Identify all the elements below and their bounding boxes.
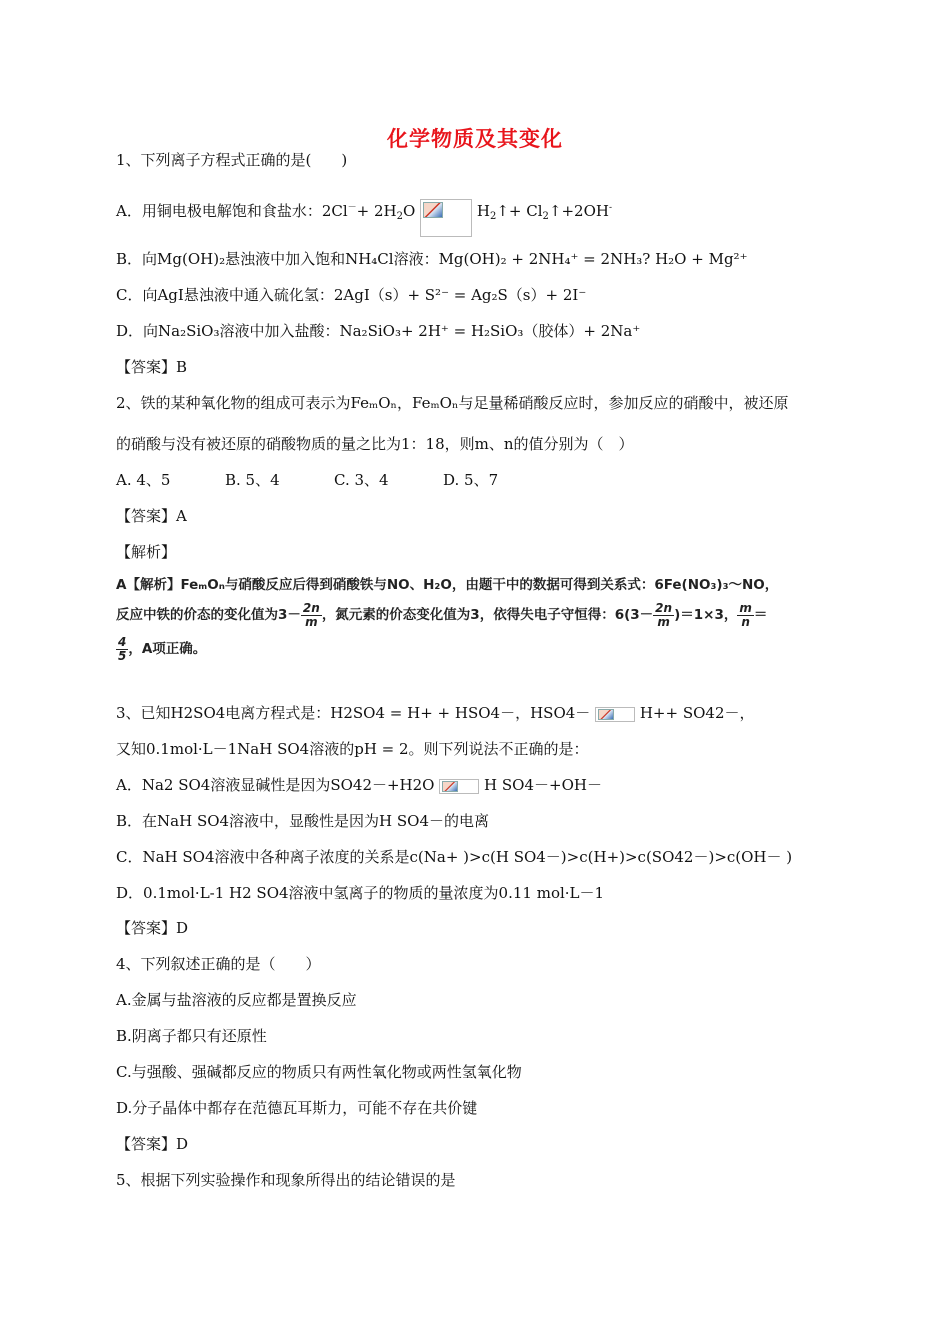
q2-options (116, 470, 498, 490)
electrolysis-arrow-image (420, 199, 472, 237)
analysis-line1: A【解析】FeₘOₙ与硝酸反应后得到硝酸铁与NO、H₂O，由题干中的数据可得到关系式：6Fe(NO₃)₃～NO， (116, 577, 779, 593)
q2-analysis-image (116, 572, 826, 666)
q3-option-b: B．在NaH SO4溶液中，显酸性是因为H SO4－的电离 (116, 812, 490, 830)
q3-stem-line1: 3、已知H2SO4电离方程式是：H2SO4 = H+ + HSO4－，HSO4－ H++ SO42－， (116, 704, 755, 722)
q1-option-b: B．向Mg(OH)₂悬浊液中加入饱和NH₄Cl溶液：Mg(OH)₂ + 2NH₄⁺ = 2NH₃? H₂O + Mg²⁺ (116, 250, 748, 268)
q5-stem: 5、根据下列实验操作和现象所得出的结论错误的是 (116, 1171, 456, 1189)
q2-stem-line1: 2、铁的某种氧化物的组成可表示为FeₘOₙ，FeₘOₙ与足量稀硝酸反应时，参加反应的硝酸中，被还原 (116, 394, 789, 412)
q2-stem-line2: 的硝酸与没有被还原的硝酸物质的量之比为1：18，则m、n的值分别为（ ） (116, 435, 634, 453)
equilibrium-arrow-image (439, 779, 479, 794)
q3-option-c: C．NaH SO4溶液中各种离子浓度的关系是c(Na+ )>c(H SO4－)>c(H+)>c(SO42－)>c(OH－ ) (116, 848, 793, 866)
equilibrium-arrow-image (595, 707, 635, 722)
q1-option-c: C．向AgI悬浊液中通入硫化氢：2AgI（s）+ S²⁻ = Ag₂S（s）+ 2I⁻ (116, 286, 587, 304)
q3-option-d: D．0.1mol·L-1 H2 SO4溶液中氢离子的物质的量浓度为0.11 mol·L－1 (116, 884, 605, 902)
q4-option-c: C.与强酸、强碱都反应的物质只有两性氧化物或两性氢氧化物 (116, 1063, 522, 1081)
q1-answer: 【答案】B (116, 358, 188, 376)
page-title: 化学物质及其变化 (387, 126, 563, 151)
q4-answer: 【答案】D (116, 1135, 189, 1153)
q3-stem-line2: 又知0.1mol·L－1NaH SO4溶液的pH = 2。则下列说法不正确的是： (116, 740, 589, 758)
q1-stem: 1、下列离子方程式正确的是( ) (116, 151, 348, 169)
q2-option-a: A. 4、5 (116, 471, 171, 489)
q4-stem: 4、下列叙述正确的是（ ） (116, 955, 321, 973)
q3-answer: 【答案】D (116, 919, 189, 937)
analysis-line2: 反应中铁的价态的变化值为3－ $\frac{2n}{m}$ ，氮元素的价态变化值为3，依得失电子守恒得：6(3－ $\frac{2n}{m}$ )＝1×3， $\frac{m}{n}$ ＝ (116, 600, 768, 629)
q3-option-a: A．Na2 SO4溶液显碱性是因为SO42－+H2O H SO4－+OH－ (116, 776, 602, 794)
q2-option-d: D. 5、7 (443, 471, 499, 489)
q2-analysis-label: 【解析】 (116, 543, 177, 561)
analysis-line3: $\frac{4}{5}$ ，A项正确。 (118, 634, 207, 663)
q1-option-a: A．用铜电极电解饱和食盐水：$2Cl^-+ 2H_2O$ $H_2↑+$ $Cl_2↑+2OH^-$ (116, 193, 612, 231)
q2-answer: 【答案】A (116, 507, 187, 525)
q1-option-d: D．向Na₂SiO₃溶液中加入盐酸：Na₂SiO₃+ 2H⁺ = H₂SiO₃（胶体）+ 2Na⁺ (116, 322, 641, 340)
q2-option-b: B. 5、4 (225, 471, 280, 489)
q4-option-a: A.金属与盐溶液的反应都是置换反应 (116, 991, 357, 1009)
q2-option-c: C. 3、4 (334, 471, 389, 489)
q4-option-b: B.阴离子都只有还原性 (116, 1027, 267, 1045)
q4-option-d: D.分子晶体中都存在范德瓦耳斯力，可能不存在共价键 (116, 1099, 478, 1117)
